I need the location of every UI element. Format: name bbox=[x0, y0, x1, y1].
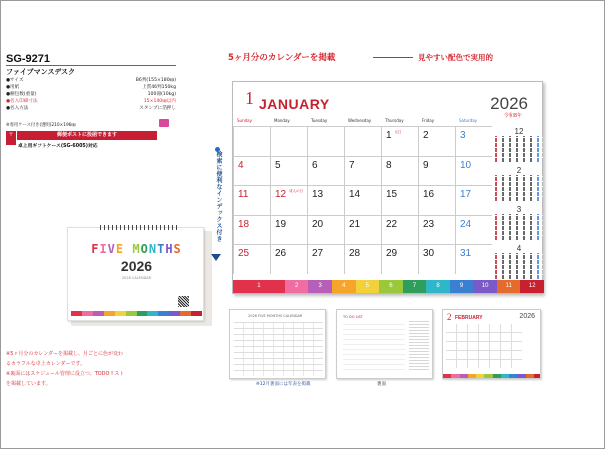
product-code: SG-9271 bbox=[6, 53, 51, 65]
day-cell bbox=[381, 185, 418, 215]
cover-title bbox=[68, 242, 205, 256]
product-name: ファイブマンスデスク bbox=[6, 68, 76, 76]
thumbnail-year-overview bbox=[229, 309, 326, 379]
day-number: 23 bbox=[423, 218, 435, 230]
tab-stripe bbox=[501, 374, 509, 378]
calendar-year: 2026 bbox=[490, 94, 528, 113]
day-number: 17 bbox=[460, 189, 472, 201]
day-number: 12 bbox=[275, 189, 287, 201]
mini-calendar bbox=[495, 243, 543, 282]
day-number: 22 bbox=[386, 218, 398, 230]
day-cell bbox=[270, 126, 307, 156]
spec-label: ●サイズ bbox=[6, 78, 24, 83]
tab-stripe bbox=[493, 374, 501, 378]
day-number: 8 bbox=[386, 159, 392, 171]
month-tab: 9 bbox=[450, 280, 474, 293]
tab-stripe bbox=[476, 374, 484, 378]
cover-letter: T bbox=[157, 242, 166, 256]
cover-letter: F bbox=[91, 242, 100, 256]
day-number: 29 bbox=[386, 248, 398, 260]
calendar-era: 令和8年 bbox=[503, 113, 522, 119]
tab-stripe bbox=[443, 374, 451, 378]
mini-month-number: 3 bbox=[516, 205, 522, 214]
day-cell bbox=[233, 126, 270, 156]
spec-row bbox=[6, 98, 176, 105]
tab-stripe bbox=[451, 374, 459, 378]
color-stripe bbox=[191, 311, 202, 316]
mini-month-number: 4 bbox=[516, 244, 522, 253]
weekday-header: Thursday bbox=[385, 118, 404, 123]
day-cell bbox=[307, 126, 344, 156]
day-cell bbox=[233, 185, 270, 215]
spec-value: B6判(155×180㎜) bbox=[135, 78, 176, 83]
day-number: 10 bbox=[460, 159, 472, 171]
divider bbox=[6, 65, 176, 66]
spec-value: 100冊(10kg) bbox=[147, 92, 176, 97]
spec-label: ●用紙 bbox=[6, 85, 20, 90]
day-cell bbox=[455, 156, 492, 186]
caption-line: ※裏面にはスケジュール管理に役立つ、TODOリスト bbox=[6, 371, 125, 377]
day-cell bbox=[418, 156, 455, 186]
post-badge: 郵便ポストに投函できます bbox=[17, 131, 157, 140]
spec-value: 上質46判150kg bbox=[142, 85, 176, 90]
arrow-down-icon bbox=[211, 254, 221, 261]
cover-letter: H bbox=[165, 242, 174, 256]
todo-heading: TO DO LIST bbox=[343, 315, 363, 319]
mini-grid bbox=[495, 175, 543, 201]
day-cell bbox=[307, 185, 344, 215]
tab-stripe bbox=[534, 374, 541, 378]
month-tab: 7 bbox=[403, 280, 427, 293]
spec-list bbox=[6, 77, 176, 112]
headline: 5ヶ月分のカレンダーを掲載 bbox=[228, 53, 336, 63]
color-stripe bbox=[126, 311, 137, 316]
mini-month-number: 2 bbox=[516, 166, 522, 175]
cover-letter: S bbox=[173, 242, 182, 256]
tab-stripe bbox=[517, 374, 525, 378]
cover-letter: V bbox=[107, 242, 116, 256]
mini-calendar bbox=[495, 126, 543, 165]
weekday-header: Wednesday bbox=[348, 118, 372, 123]
month-grid bbox=[233, 116, 492, 274]
day-number: 15 bbox=[386, 189, 398, 201]
day-number: 28 bbox=[349, 248, 361, 260]
spec-value: 15×140㎜以内 bbox=[143, 99, 176, 104]
day-number: 5 bbox=[275, 159, 281, 171]
month-name: JANUARY bbox=[259, 96, 330, 112]
mail-icon bbox=[159, 119, 169, 127]
feb-grid bbox=[446, 324, 522, 368]
cover-subtitle: 2026 CALENDAR bbox=[121, 276, 152, 280]
thumbnail-february bbox=[442, 309, 541, 379]
day-number: 6 bbox=[312, 159, 318, 171]
day-cell bbox=[418, 185, 455, 215]
month-tab: 10 bbox=[473, 280, 497, 293]
feb-number: 2 bbox=[447, 312, 452, 322]
day-number: 2 bbox=[423, 130, 429, 141]
day-number: 7 bbox=[349, 159, 355, 171]
day-cell bbox=[455, 215, 492, 245]
day-cell bbox=[307, 215, 344, 245]
thumbnail-caption-2: 裏面 bbox=[377, 382, 386, 387]
day-cell bbox=[344, 156, 381, 186]
index-label: 検索に便利なインデックス付き bbox=[215, 151, 222, 242]
color-stripe bbox=[158, 311, 169, 316]
tab-stripe bbox=[468, 374, 476, 378]
day-number: 20 bbox=[312, 218, 324, 230]
mini-calendar bbox=[495, 204, 543, 243]
day-cell bbox=[270, 156, 307, 186]
caption-line: ※5ヶ月分のカレンダーを掲載し、月ごとに色が変わ bbox=[6, 351, 124, 357]
tiny-calendar-grid bbox=[234, 322, 323, 376]
cover-year: 2026 bbox=[120, 258, 153, 274]
spec-label: ●梱包数(重量) bbox=[6, 92, 37, 97]
color-stripe bbox=[169, 311, 180, 316]
day-number: 24 bbox=[460, 218, 472, 230]
day-number: 9 bbox=[423, 159, 429, 171]
cover-letter: M bbox=[132, 242, 141, 256]
day-number: 19 bbox=[275, 218, 287, 230]
mini-grid bbox=[495, 253, 543, 279]
spec-value: スタンプに箔押し bbox=[139, 106, 176, 111]
feb-tabs bbox=[443, 374, 541, 378]
month-tab: 5 bbox=[356, 280, 380, 293]
desk-cover bbox=[67, 227, 204, 321]
day-cell bbox=[381, 126, 418, 156]
thumbnail-caption-1: ※12月裏面には年表を掲載 bbox=[256, 382, 311, 387]
day-cell bbox=[381, 156, 418, 186]
month-tab: 3 bbox=[308, 280, 332, 293]
color-stripe bbox=[104, 311, 115, 316]
month-index-tabs bbox=[233, 280, 544, 293]
color-stripe bbox=[137, 311, 148, 316]
color-stripe bbox=[82, 311, 93, 316]
description-caption bbox=[6, 349, 124, 389]
month-tab: 11 bbox=[497, 280, 521, 293]
mini-month-number: 12 bbox=[514, 127, 524, 136]
tab-stripe bbox=[509, 374, 517, 378]
day-number: 4 bbox=[238, 159, 244, 171]
main-calendar bbox=[232, 81, 543, 294]
day-cell bbox=[344, 185, 381, 215]
mini-grid bbox=[495, 214, 543, 240]
month-tab: 1 bbox=[233, 280, 285, 293]
subheadline: 見やすい配色で実用的 bbox=[418, 53, 493, 62]
day-number: 16 bbox=[423, 189, 435, 201]
day-cell bbox=[455, 185, 492, 215]
color-stripe bbox=[147, 311, 158, 316]
spec-label: ●名入印刷寸法 bbox=[6, 99, 38, 104]
cover-letter: I bbox=[99, 242, 108, 256]
month-tab: 4 bbox=[332, 280, 356, 293]
day-cell bbox=[344, 215, 381, 245]
mini-grid bbox=[495, 136, 543, 162]
day-number: 27 bbox=[312, 248, 324, 260]
tab-stripe bbox=[460, 374, 468, 378]
cover-letter: N bbox=[148, 242, 158, 256]
desk-calendar-image bbox=[67, 227, 208, 326]
day-cell bbox=[344, 244, 381, 274]
feb-year: 2026 bbox=[519, 313, 535, 320]
weekday-header: Tuesday bbox=[311, 118, 328, 123]
month-number: 1 bbox=[245, 88, 254, 108]
day-cell bbox=[307, 244, 344, 274]
day-cell bbox=[381, 244, 418, 274]
spec-row bbox=[6, 105, 176, 112]
weekday-header: Monday bbox=[274, 118, 290, 123]
day-number: 30 bbox=[423, 248, 435, 260]
day-number: 31 bbox=[460, 248, 472, 260]
day-number: 26 bbox=[275, 248, 287, 260]
month-tab: 6 bbox=[379, 280, 403, 293]
color-stripe bbox=[115, 311, 126, 316]
mini-calendars bbox=[495, 126, 543, 282]
gift-case-note: 卓上用ギフトケース(SG-6005)対応 bbox=[18, 144, 98, 149]
thumbnail-todo bbox=[336, 309, 433, 379]
day-cell bbox=[418, 244, 455, 274]
day-cell bbox=[270, 215, 307, 245]
spec-row bbox=[6, 91, 176, 98]
day-number: 21 bbox=[349, 218, 361, 230]
holiday-label: 元日 bbox=[394, 130, 402, 134]
weekday-header: Sunday bbox=[237, 118, 252, 123]
day-number: 18 bbox=[238, 218, 250, 230]
day-cell bbox=[233, 156, 270, 186]
day-cell bbox=[233, 215, 270, 245]
day-cell bbox=[233, 244, 270, 274]
day-cell bbox=[418, 215, 455, 245]
cover-color-bar bbox=[71, 311, 202, 316]
cover-letter bbox=[124, 242, 132, 256]
month-tab: 8 bbox=[426, 280, 450, 293]
cover-letter: E bbox=[115, 242, 125, 256]
todo-lines bbox=[343, 322, 405, 374]
caption-line: を掲載しています。 bbox=[6, 381, 51, 387]
tab-stripe bbox=[526, 374, 534, 378]
color-stripe bbox=[180, 311, 191, 316]
color-stripe bbox=[93, 311, 104, 316]
mini-calendar bbox=[495, 165, 543, 204]
qr-code-icon bbox=[178, 296, 189, 307]
day-number: 1 bbox=[386, 130, 392, 141]
ring-binding bbox=[100, 225, 180, 230]
color-stripe bbox=[71, 311, 82, 316]
spec-label: ●名入方法 bbox=[6, 106, 29, 111]
spec-row bbox=[6, 77, 176, 84]
feb-name: FEBRUARY bbox=[455, 315, 483, 321]
month-tab: 2 bbox=[285, 280, 309, 293]
day-cell bbox=[381, 215, 418, 245]
day-number: 13 bbox=[312, 189, 324, 201]
day-cell bbox=[418, 126, 455, 156]
day-number: 3 bbox=[460, 130, 466, 141]
caption-line: るカラフルな卓上カレンダーです。 bbox=[6, 361, 86, 367]
thumbnail-title: 2026 FIVE MONTHS CALENDAR bbox=[248, 314, 303, 318]
month-tab: 12 bbox=[520, 280, 544, 293]
day-number: 14 bbox=[349, 189, 361, 201]
day-cell bbox=[307, 156, 344, 186]
holiday-label: 成人の日 bbox=[289, 189, 304, 194]
tab-stripe bbox=[484, 374, 492, 378]
day-number: 25 bbox=[238, 248, 250, 260]
weekday-header: Friday bbox=[422, 118, 435, 123]
case-note: ※専用ケース付き(透明)210×196㎜ bbox=[6, 123, 76, 128]
day-cell bbox=[270, 185, 307, 215]
day-cell bbox=[455, 126, 492, 156]
spec-row bbox=[6, 84, 176, 91]
weekday-header: Saturday bbox=[459, 118, 478, 123]
todo-side-calendar bbox=[409, 320, 429, 372]
day-number: 11 bbox=[238, 189, 249, 201]
day-cell bbox=[455, 244, 492, 274]
cover-letter: O bbox=[140, 242, 149, 256]
day-cell bbox=[270, 244, 307, 274]
post-icon: 〒 bbox=[6, 131, 16, 145]
day-cell bbox=[344, 126, 381, 156]
headline-rule bbox=[373, 57, 413, 58]
